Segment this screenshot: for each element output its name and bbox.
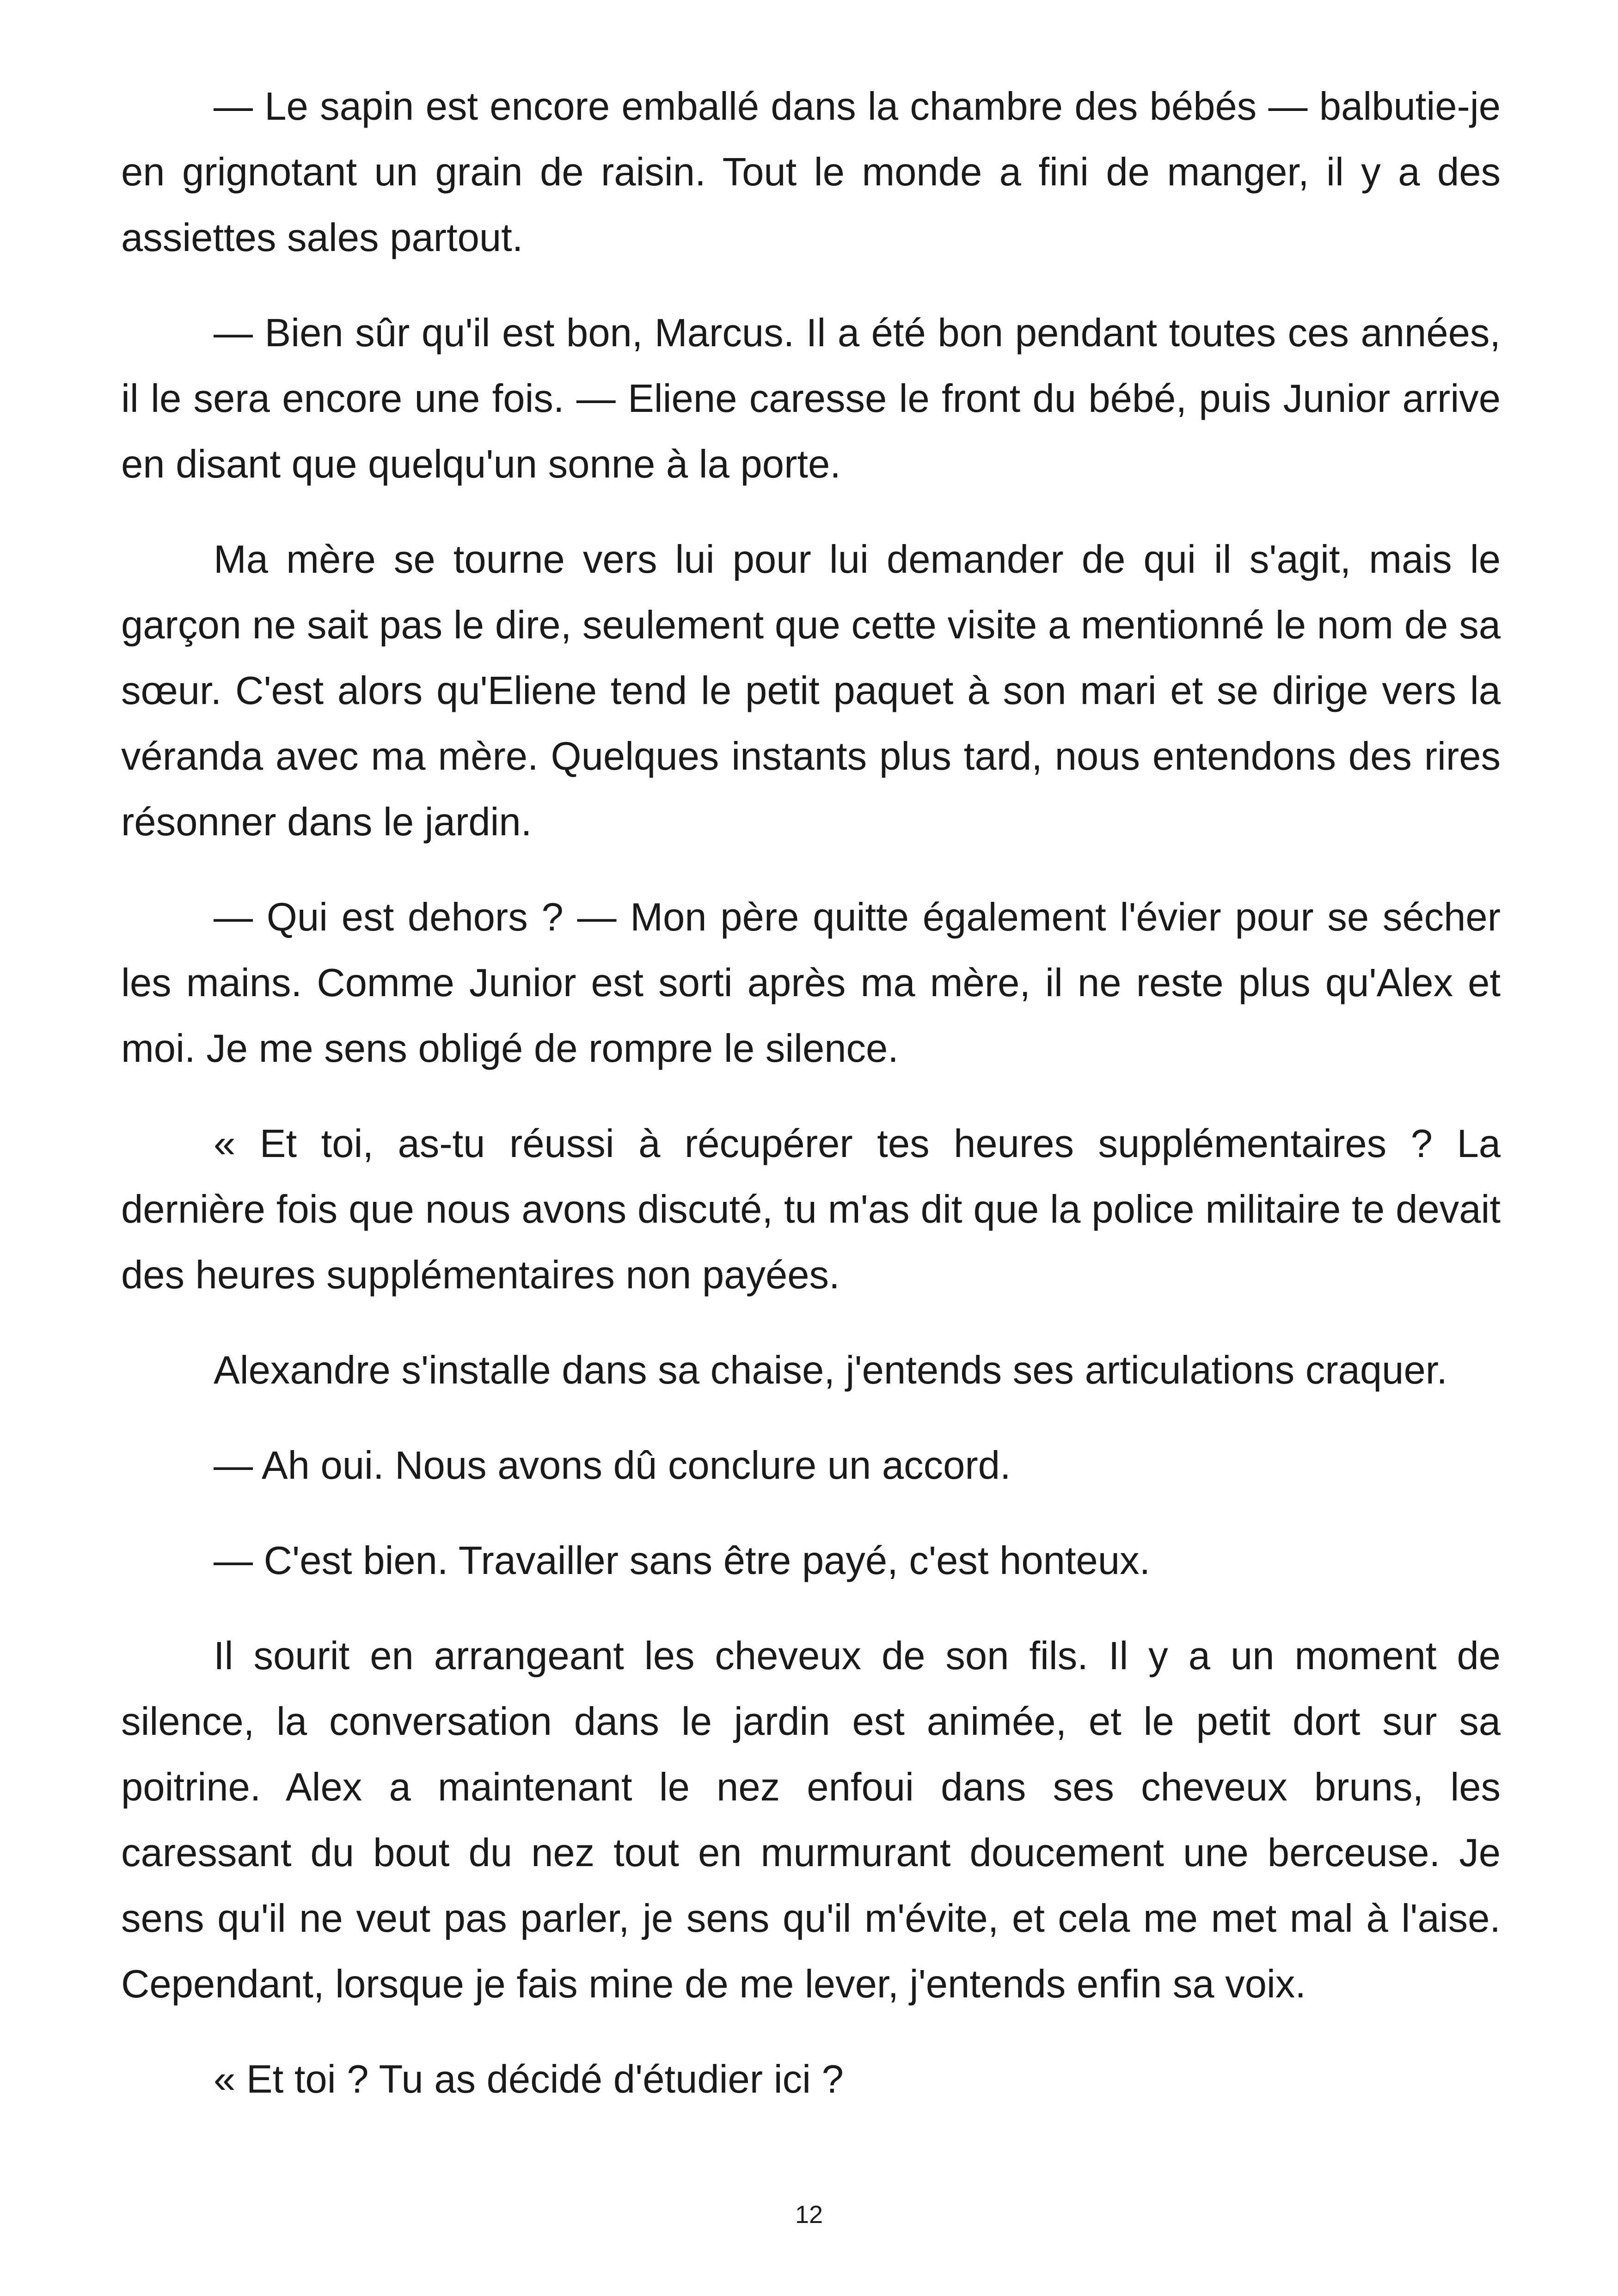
- body-text: [121, 74, 1501, 2142]
- paragraph: « Et toi ? Tu as décidé d'étudier ici ?: [214, 2057, 844, 2101]
- paragraph: « Et toi, as-tu réussi à récupérer tes heures supplémentaires ? La dernière fois que nous avons discuté, tu m'as dit que la police militaire te devait des heures supplémentaires non payées.: [121, 1122, 1501, 1297]
- paragraph: Il sourit en arrangeant les cheveux de son fils. Il y a un moment de silence, la conversation dans le jardin est animée, et le petit dort sur sa poitrine. Alex a maintenant le nez enfoui dans ses cheveux bruns, les caressant du bout du nez tout en murmurant doucement une berceuse. Je sens qu'il ne veut pas parler, je sens qu'il m'évite, et cela me met mal à l'aise. Cependant, lorsque je fais mine de me lever, j'entends enfin sa voix.: [121, 1634, 1501, 2006]
- paragraph: Alexandre s'installe dans sa chaise, j'entends ses articulations craquer.: [214, 1348, 1447, 1392]
- paragraph: — Ah oui. Nous avons dû conclure un accord.: [214, 1444, 1011, 1488]
- paragraph: — C'est bien. Travailler sans être payé, c'est honteux.: [214, 1539, 1151, 1583]
- paragraph: — Le sapin est encore emballé dans la chambre des bébés — balbutie-je en grignotant un grain de raisin. Tout le monde a fini de manger, il y a des assiettes sales partout.: [121, 85, 1501, 260]
- paragraph: — Bien sûr qu'il est bon, Marcus. Il a été bon pendant toutes ces années, il le sera encore une fois. — Eliene caresse le front du bébé, puis Junior arrive en disant que quelqu'un sonne à la porte.: [121, 311, 1501, 486]
- paragraph: Ma mère se tourne vers lui pour lui demander de qui il s'agit, mais le garçon ne sait pas le dire, seulement que cette visite a mentionné le nom de sa sœur. C'est alors qu'Eliene tend le petit paquet à son mari et se dirige vers la véranda avec ma mère. Quelques instants plus tard, nous entendons des rires résonner dans le jardin.: [121, 538, 1501, 844]
- page-number: 12: [795, 2201, 823, 2229]
- paragraph: — Qui est dehors ? — Mon père quitte également l'évier pour se sécher les mains. Comme Junior est sorti après ma mère, il ne reste plus qu'Alex et moi. Je me sens obligé de rompre le silence.: [121, 895, 1501, 1071]
